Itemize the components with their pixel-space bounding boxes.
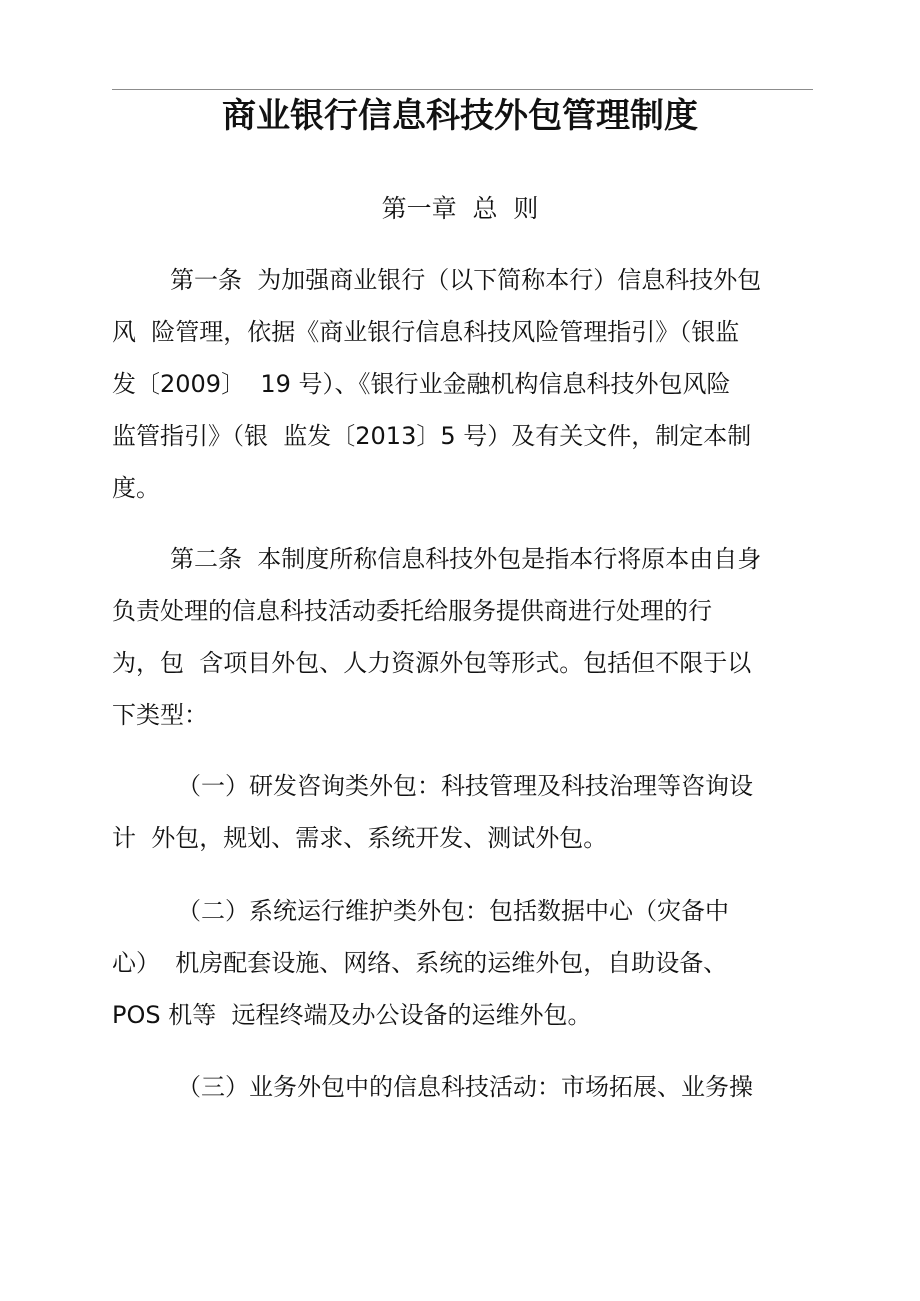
article-1-line-1: 第一条 为加强商业银行（以下简称本行）信息科技外包: [170, 266, 762, 294]
header-divider: [112, 89, 813, 90]
chapter-heading: 第一章 总 则: [381, 194, 539, 223]
item-1-line-1: （一）研发咨询类外包：科技管理及科技治理等咨询设: [177, 772, 753, 800]
item-2-line-3: POS 机等 远程终端及办公设备的运维外包。: [112, 1001, 592, 1029]
article-2-line-2: 负责处理的信息科技活动委托给服务提供商进行处理的行: [112, 597, 712, 625]
item-2-line-2: 心） 机房配套设施、网络、系统的运维外包，自助设备、: [112, 949, 728, 977]
article-2-line-3: 为，包 含项目外包、人力资源外包等形式。包括但不限于以: [112, 649, 752, 677]
article-1-line-3: 发〔2009〕 19 号）、《银行业金融机构信息科技外包风险: [112, 370, 731, 398]
article-2-line-1: 第二条 本制度所称信息科技外包是指本行将原本由自身: [170, 545, 762, 573]
article-1-line-4: 监管指引》（银 监发〔2013〕5 号）及有关文件，制定本制: [112, 422, 752, 450]
document-title: 商业银行信息科技外包管理制度: [222, 96, 698, 136]
item-3-line-1: （三）业务外包中的信息科技活动：市场拓展、业务操: [177, 1073, 753, 1101]
article-1-line-5: 度。: [112, 474, 160, 502]
article-2-line-4: 下类型：: [112, 701, 208, 729]
item-1-line-2: 计 外包，规划、需求、系统开发、测试外包。: [112, 824, 608, 852]
item-2-line-1: （二）系统运行维护类外包：包括数据中心（灾备中: [177, 897, 729, 925]
article-1-line-2: 风 险管理，依据《商业银行信息科技风险管理指引》（银监: [112, 318, 740, 346]
